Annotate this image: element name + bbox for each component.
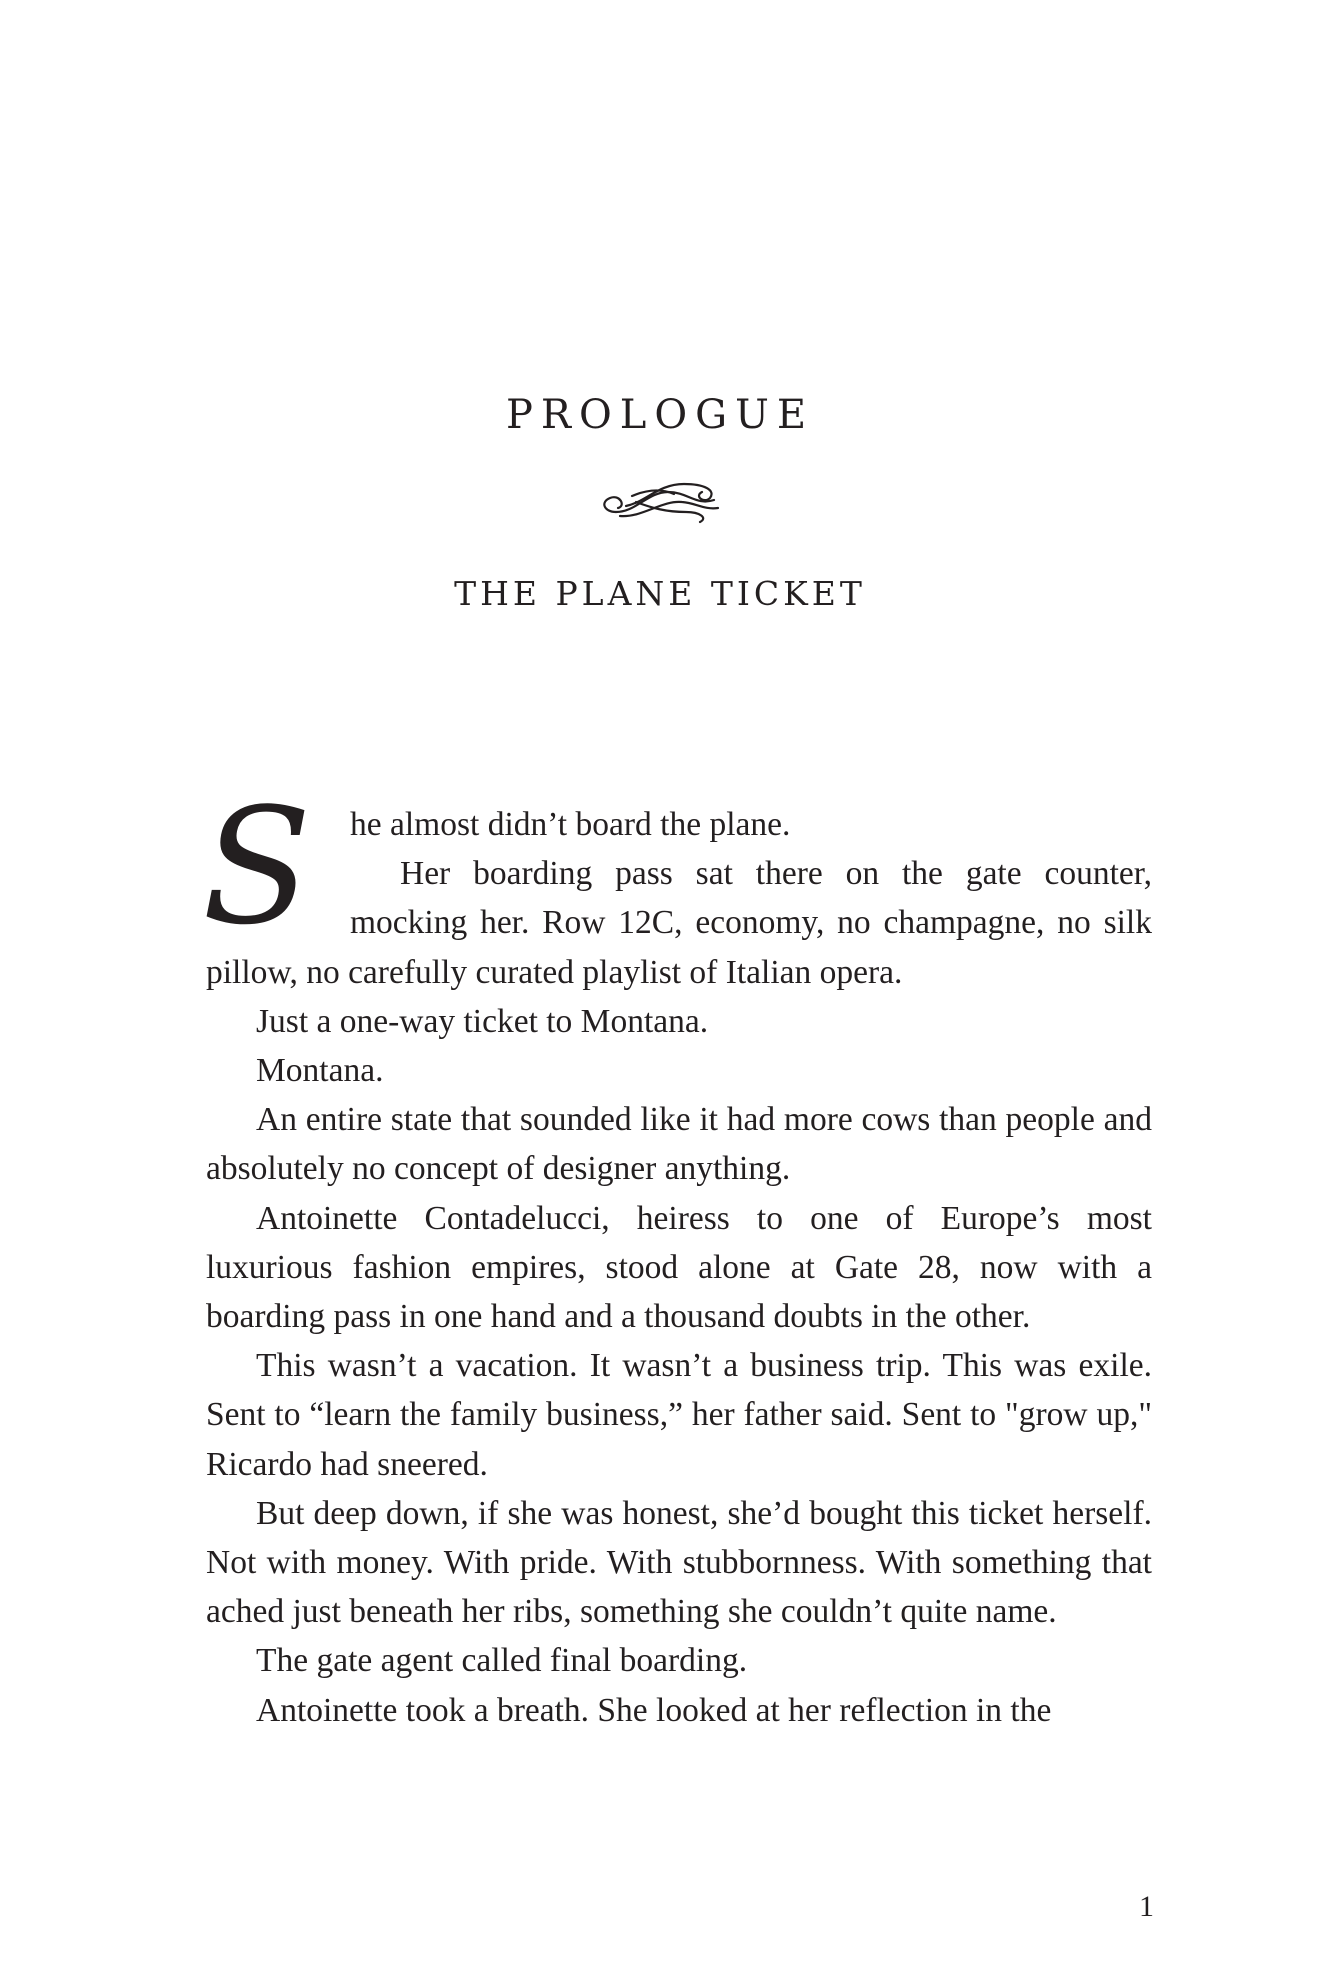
paragraph: An entire state that sounded like it had more cows than people and absolutely no concept of designer anything. [206,1101,1152,1188]
flourish-ornament-icon [596,472,724,532]
paragraph: The gate agent called final boarding. [256,1642,748,1680]
chapter-title: THE PLANE TICKET [454,574,866,613]
chapter-body [202,773,1152,1735]
page-number: 1 [1139,1890,1154,1923]
paragraph: Montana. [256,1052,384,1090]
chapter-label: PROLOGUE [505,392,815,438]
paragraph: This wasn’t a vacation. It wasn’t a business trip. This was exile. Sent to “learn the family business,” her father said. Sent to "grow up," Ricardo had sneered. [206,1347,1152,1483]
paragraph: But deep down, if she was honest, she’d bought this ticket herself. Not with money. With pride. With stubbornness. With something that ached just beneath her ribs, something she couldn’t quite name. [206,1494,1152,1631]
paragraph: Antoinette Contadelucci, heiress to one of Europe’s most luxurious fashion empires, stood alone at Gate 28, now with a boarding pass in one hand and a thousand doubts in the other. [206,1199,1152,1336]
paragraph: he almost didn’t board the plane. [350,806,791,843]
paragraph: Just a one-way ticket to Montana. [256,1002,709,1040]
paragraph: Antoinette took a breath. She looked at her reflection in the [256,1691,1052,1729]
paragraph: Her boarding pass sat there on the gate counter, mocking her. Row 12C, economy, no champagne, no silk pillow, no carefully curated playlist of Italian opera. [206,855,1152,991]
drop-cap: S [202,773,312,960]
